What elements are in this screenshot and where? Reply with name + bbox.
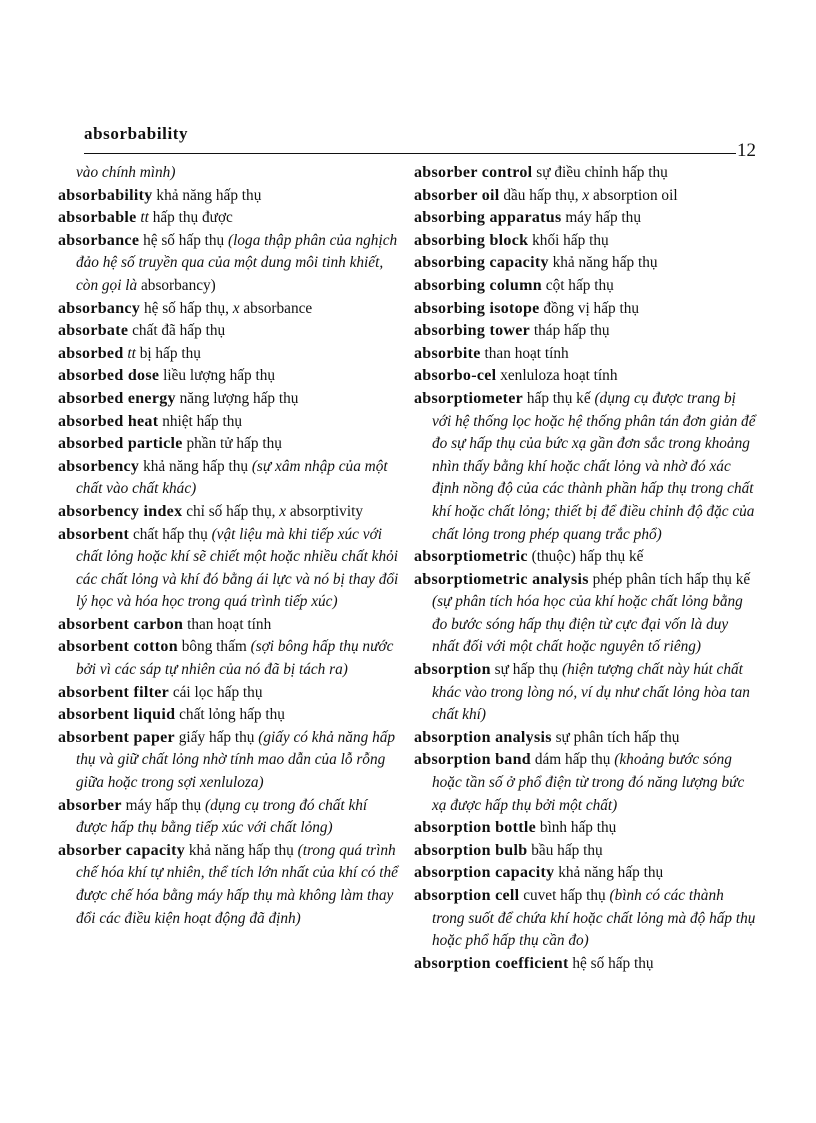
headword: absorption analysis	[414, 728, 552, 746]
gloss: hấp thụ kế	[526, 389, 591, 407]
dictionary-entry	[414, 817, 758, 840]
dictionary-entry	[58, 230, 400, 298]
headword: absorbing block	[414, 231, 529, 249]
definition-note-tail: absorbancy)	[141, 276, 216, 294]
definition-note: (bình có các thành trong suốt để chứa khí hoặc chất lỏng mà độ hấp thụ hoặc phổ hấp thụ cần đo)	[432, 887, 756, 950]
dictionary-entry	[58, 704, 400, 727]
gloss: hấp thụ được	[152, 209, 233, 227]
headword: absorbing capacity	[414, 254, 549, 272]
headword: absorptiometer	[414, 389, 524, 407]
gloss: tháp hấp thụ	[533, 322, 610, 340]
gloss: khả năng hấp thụ	[156, 186, 262, 204]
headword: absorbent	[58, 525, 130, 543]
gloss: chất lỏng hấp thụ	[179, 706, 285, 724]
headword: absorber	[58, 796, 122, 814]
dictionary-entry	[414, 275, 758, 298]
cross-reference-mark: x	[232, 299, 240, 317]
header-rule	[84, 153, 736, 154]
headword: absorbent paper	[58, 728, 175, 746]
headword: absorbent liquid	[58, 706, 176, 724]
definition-note: (giấy có khả năng hấp thụ và giữ chất lỏng nhờ tính mao dẫn của lỗ rỗng giữa hoặc trong sợi xenluloza)	[76, 728, 396, 792]
headword: absorbent carbon	[58, 615, 184, 633]
headword: absorbite	[414, 344, 481, 362]
gloss: phép phân tích hấp thụ kế	[592, 570, 751, 588]
definition-note: (dụng cụ được trang bị với hệ thống lọc hoặc hệ thống phân tán đơn giản để đo sự hấp thụ của bức xạ gần đơn sắc trong khoảng nhìn thấy bằng khí hoặc chất lỏng và nhờ đó xác định nồng độ của các thành phần hấp thụ trong chất khí hoặc chất lỏng; thiết bị để điều chỉnh độ đặc của chất lỏng trong phép quang trắc phổ)	[432, 389, 756, 543]
dictionary-entry	[58, 365, 400, 388]
definition-note: (vật liệu mà khi tiếp xúc với chất lỏng hoặc khí sẽ chiết một hoặc nhiều chất khỏi các chất lỏng và khí đó bằng ái lực và nó bị thay đổi lý học và hóa học trong quá trình tiếp xúc)	[76, 525, 399, 611]
definition-note: (khoảng bước sóng hoặc tần số ở phổ điện từ trong đó năng lượng bức xạ được hấp thụ bởi một chất)	[432, 751, 745, 814]
gloss: sự hấp thụ	[494, 661, 559, 679]
gloss: giấy hấp thụ	[178, 728, 255, 746]
definition-note: (loga thập phân của nghịch đảo hệ số truyền qua của một dung môi tinh khiết, còn gọi là	[76, 231, 398, 294]
headword: absorber control	[414, 164, 533, 181]
dictionary-entry	[414, 343, 758, 366]
gloss: khả năng hấp thụ	[558, 864, 664, 882]
continuation-line	[58, 162, 400, 185]
headword: absorbent cotton	[58, 638, 178, 656]
dictionary-entry	[414, 185, 758, 208]
dictionary-entry	[414, 162, 758, 185]
gloss: khả năng hấp thụ	[552, 254, 658, 272]
gloss: hệ số hấp thụ	[572, 954, 654, 972]
gloss: bị hấp thụ	[139, 344, 201, 362]
page-number: 12	[737, 140, 756, 161]
definition-note: (trong quá trình chế hóa khí tự nhiên, thể tích lớn nhất của khí có thể được chế hóa bằng máy hấp thụ mà không làm thay đổi các điều kiện hoạt động đã định)	[76, 841, 398, 927]
definition-note: (sự phân tích hóa học của khí hoặc chất lỏng bằng đo bước sóng hấp thụ điện từ cực đại vốn là duy nhất đối với một chất hoặc nguyên tố riêng)	[432, 593, 743, 656]
right-column	[414, 162, 758, 975]
headword: absorption	[414, 661, 491, 679]
gloss: than hoạt tính	[484, 344, 569, 362]
gloss: than hoạt tính	[187, 615, 272, 633]
gloss: cuvet hấp thụ	[523, 887, 606, 904]
headword: absorbed energy	[58, 389, 176, 407]
dictionary-entry	[58, 727, 400, 795]
definition-note: (sợi bông hấp thụ nước bởi vì các sáp tự nhiên của nó đã bị tách ra)	[76, 638, 394, 679]
dictionary-entry	[414, 659, 758, 727]
headword: absorbed	[58, 344, 124, 362]
dictionary-entry	[414, 252, 758, 275]
cross-reference: absorptivity	[289, 502, 363, 520]
continuation-note: vào chính mình)	[76, 164, 176, 181]
gloss: bình hấp thụ	[539, 819, 617, 837]
gloss: cái lọc hấp thụ	[172, 683, 263, 701]
headword: absorbent filter	[58, 683, 170, 701]
dictionary-entry	[58, 388, 400, 411]
dictionary-entry	[414, 230, 758, 253]
gloss: khả năng hấp thụ	[188, 841, 294, 859]
dictionary-entry	[58, 501, 400, 524]
headword: absorbancy	[58, 299, 141, 317]
left-column	[58, 162, 400, 930]
headword: absorbency index	[58, 502, 183, 520]
dictionary-entry	[58, 456, 400, 501]
dictionary-entry	[58, 343, 400, 366]
headword: absorption bulb	[414, 841, 528, 859]
gloss: bầu hấp thụ	[531, 841, 603, 859]
dictionary-entry	[58, 524, 400, 614]
cross-reference: absorption oil	[593, 186, 678, 204]
gloss: liều lượng hấp thụ	[163, 367, 276, 385]
gloss: hấp thụ kế	[579, 548, 644, 566]
dictionary-entry	[58, 185, 400, 208]
headword: absorbo-cel	[414, 367, 497, 385]
gloss: khối hấp thụ	[532, 231, 609, 249]
dictionary-entry	[414, 320, 758, 343]
dictionary-entry	[58, 636, 400, 681]
headword: absorbency	[58, 457, 140, 475]
gloss: nhiệt hấp thụ	[162, 412, 243, 430]
dictionary-entry	[414, 727, 758, 750]
gloss: máy hấp thụ	[125, 796, 202, 814]
gloss: chất đã hấp thụ	[132, 322, 226, 340]
gloss: năng lượng hấp thụ	[179, 389, 299, 407]
running-head: absorbability	[84, 124, 189, 143]
headword: absorbed dose	[58, 367, 160, 385]
gloss: xenluloza hoạt tính	[500, 367, 618, 385]
headword: absorbable	[58, 209, 137, 227]
dictionary-entry	[58, 795, 400, 840]
dictionary-entry	[414, 862, 758, 885]
dictionary-entry	[58, 298, 400, 321]
headword: absorbing apparatus	[414, 209, 562, 227]
dictionary-entry	[414, 569, 758, 659]
dictionary-entry	[414, 749, 758, 817]
gloss: máy hấp thụ	[565, 209, 641, 227]
headword: absorbing isotope	[414, 299, 540, 317]
dictionary-entry	[414, 298, 758, 321]
gloss: dầu hấp thụ,	[503, 186, 579, 204]
headword: absorption coefficient	[414, 954, 569, 972]
gloss: bông thấm	[181, 638, 247, 656]
cross-reference-mark: x	[279, 502, 287, 520]
headword: absorption band	[414, 751, 531, 769]
headword: absorbance	[58, 231, 140, 249]
dictionary-entry	[414, 365, 758, 388]
gloss: chất hấp thụ	[132, 525, 208, 543]
dictionary-entry	[414, 207, 758, 230]
dictionary-entry	[58, 207, 400, 230]
headword: absorption capacity	[414, 864, 555, 882]
headword: absorbability	[58, 186, 153, 204]
gloss: khả năng hấp thụ	[143, 457, 248, 475]
definition-note: (sự xâm nhập của một chất vào chất khác)	[76, 457, 388, 498]
dictionary-entry	[58, 614, 400, 637]
gloss: sự phân tích hấp thụ	[555, 728, 680, 746]
dictionary-entry	[58, 320, 400, 343]
part-of-speech: tt	[127, 344, 136, 362]
dictionary-entry	[414, 546, 758, 569]
headword: absorptiometric analysis	[414, 570, 589, 588]
cross-reference-mark: x	[582, 186, 590, 204]
page-header	[84, 124, 756, 164]
gloss: chỉ số hấp thụ,	[186, 502, 276, 520]
headword: absorbing tower	[414, 322, 531, 340]
dictionary-entry	[58, 433, 400, 456]
dictionary-entry	[58, 840, 400, 930]
headword: absorption cell	[414, 887, 520, 904]
dictionary-entry	[414, 885, 758, 953]
gloss: cột hấp thụ	[545, 276, 614, 294]
headword: absorbing column	[414, 276, 542, 294]
gloss: đồng vị hấp thụ	[543, 299, 640, 317]
gloss: hệ số hấp thụ	[143, 231, 225, 249]
dictionary-entry	[58, 682, 400, 705]
part-of-speech: (thuộc)	[531, 548, 576, 566]
part-of-speech: tt	[140, 209, 149, 227]
dictionary-entry	[414, 953, 758, 976]
gloss: dám hấp thụ	[534, 751, 611, 769]
dictionary-entry	[414, 840, 758, 863]
headword: absorptiometric	[414, 548, 528, 566]
headword: absorber oil	[414, 186, 500, 204]
headword: absorbed particle	[58, 435, 183, 453]
cross-reference: absorbance	[243, 299, 313, 317]
headword: absorbate	[58, 322, 129, 340]
definition-note: (hiện tượng chất này hút chất khác vào trong lòng nó, ví dụ như chất lỏng hòa tan chất khí)	[432, 661, 750, 724]
dictionary-entry	[58, 411, 400, 434]
definition-note: (dụng cụ trong đó chất khí được hấp thụ bằng tiếp xúc với chất lỏng)	[76, 796, 368, 837]
headword: absorbed heat	[58, 412, 159, 430]
headword: absorption bottle	[414, 819, 536, 837]
gloss: sự điều chỉnh hấp thụ	[536, 164, 668, 181]
gloss: hệ số hấp thụ,	[143, 299, 229, 317]
gloss: phần tử hấp thụ	[186, 435, 282, 453]
headword: absorber capacity	[58, 841, 186, 859]
dictionary-entry	[414, 388, 758, 546]
